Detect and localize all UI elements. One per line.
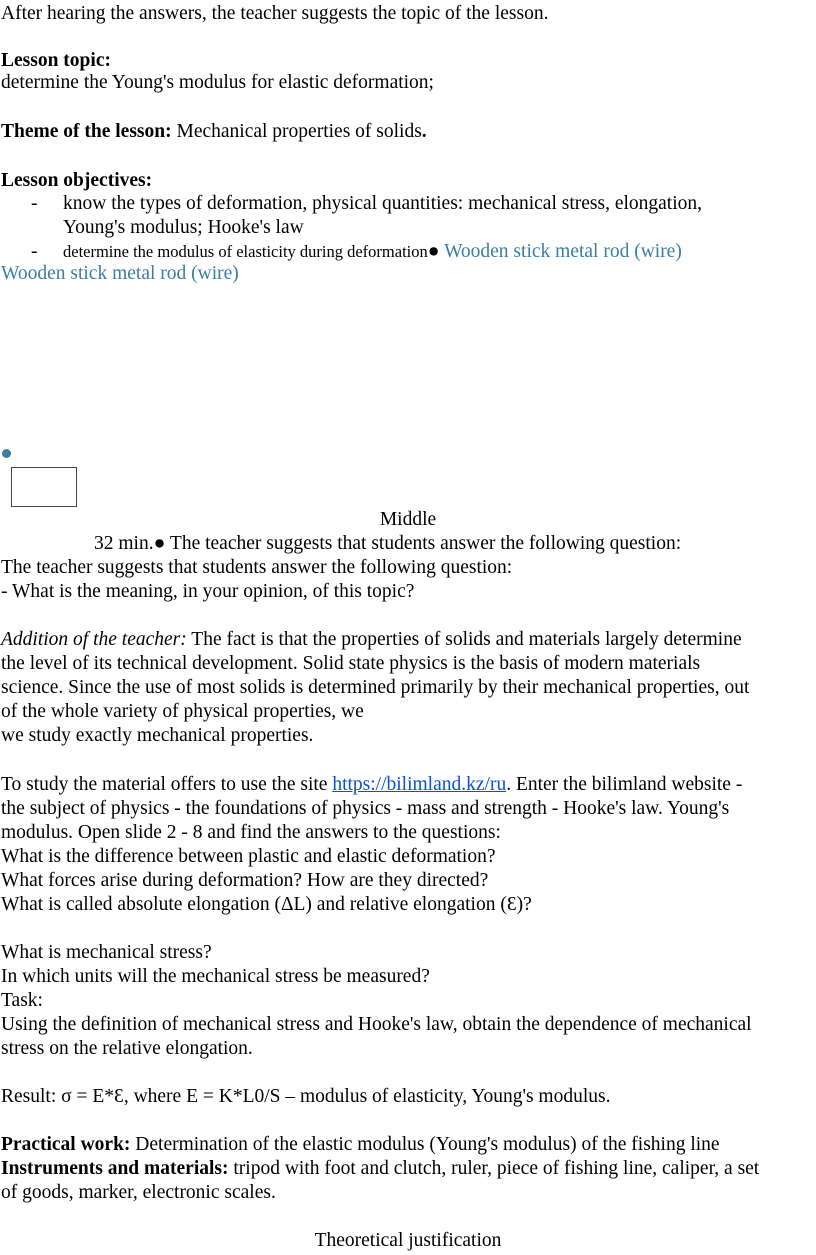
task-label: Task: (1, 990, 43, 1011)
lesson-topic-label: Lesson topic: (1, 50, 111, 71)
practical-text: Determination of the elastic modulus (Young's modulus) of the fishing line (135, 1134, 720, 1155)
objective-2-line (63, 240, 682, 264)
theme-line (1, 120, 427, 144)
objective-1-line1: know the types of deformation, physical quantities: mechanical stress, elongation, (63, 193, 703, 214)
question-4: What is mechanical stress? (1, 942, 212, 963)
meaning-question: - What is the meaning, in your opinion, of this topic? (1, 581, 415, 602)
middle-time: 32 min. (94, 533, 154, 554)
study-line3: modulus. Open slide 2 - 8 and find the answers to the questions: (1, 822, 501, 843)
materials-line: Wooden stick metal rod (wire) (1, 263, 239, 284)
bullet-dot-icon (2, 449, 11, 458)
middle-heading: Middle (379, 509, 437, 530)
bullet-icon: ● (427, 241, 440, 262)
question-3: What is called absolute elongation (ΔL) and relative elongation (Ɛ)? (1, 894, 532, 915)
objective-1-line2: Young's modulus; Hooke's law (63, 217, 304, 238)
objective-2-dash: - (31, 241, 38, 262)
study-pre: To study the material offers to use the site (1, 774, 328, 795)
middle-inline-text: The teacher suggests that students answer the following question: (169, 533, 682, 554)
study-line2: the subject of physics - the foundations of physics - mass and strength - Hooke's law. Young's (1, 798, 730, 819)
theme-text: Mechanical properties of solids (176, 121, 422, 142)
addition-line3: science. Since the use of most solids is determined primarily by their mechanical properties, out (1, 677, 750, 698)
teacher-suggests-line: The teacher suggests that students answer the following question: (1, 557, 513, 578)
addition-line1 (1, 628, 742, 652)
middle-time-line (94, 532, 681, 556)
lesson-topic-text: determine the Young's modulus for elastic deformation; (1, 72, 434, 93)
theme-period: . (421, 121, 427, 142)
instruments-line1 (1, 1157, 759, 1181)
study-line1 (1, 773, 742, 797)
objective-1-dash: - (31, 193, 38, 214)
question-5: In which units will the mechanical stress be measured? (1, 966, 430, 987)
result-line: Result: σ = E*Ɛ, where E = K*L0/S – modulus of elasticity, Young's modulus. (1, 1086, 611, 1107)
objectives-label: Lesson objectives: (1, 170, 153, 191)
question-1: What is the difference between plastic and elastic deformation? (1, 846, 496, 867)
instruments-text1: tripod with foot and clutch, ruler, piece of fishing line, caliper, a set (233, 1158, 760, 1179)
practical-label: Practical work: (1, 1134, 131, 1155)
addition-label: Addition of the teacher: (1, 629, 187, 650)
materials-inline: Wooden stick metal rod (wire) (444, 241, 682, 262)
empty-frame-box (11, 467, 77, 507)
addition-line4: of the whole variety of physical properties, we (1, 701, 364, 722)
theoretical-heading: Theoretical justification (314, 1230, 502, 1251)
task-line2: stress on the relative elongation. (1, 1038, 253, 1059)
question-2: What forces arise during deformation? How are they directed? (1, 870, 489, 891)
bullet-icon: ● (153, 533, 166, 554)
practical-work-line (1, 1133, 720, 1157)
task-line1: Using the definition of mechanical stress and Hooke's law, obtain the dependence of mechanical (1, 1014, 752, 1035)
theme-label: Theme of the lesson: (1, 121, 172, 142)
instruments-line2: of goods, marker, electronic scales. (1, 1182, 276, 1203)
addition-text1: The fact is that the properties of solids and materials largely determine (191, 629, 742, 650)
objective-2-text: determine the modulus of elasticity during deformation (63, 242, 428, 261)
addition-line2: the level of its technical development. Solid state physics is the basis of modern materials (1, 653, 701, 674)
intro-text: After hearing the answers, the teacher suggests the topic of the lesson. (1, 3, 549, 24)
bilimland-link[interactable]: https://bilimland.kz/ru (332, 774, 507, 795)
addition-line5: we study exactly mechanical properties. (1, 725, 314, 746)
instruments-label: Instruments and materials: (1, 1158, 229, 1179)
study-post: . Enter the bilimland website - (506, 774, 743, 795)
